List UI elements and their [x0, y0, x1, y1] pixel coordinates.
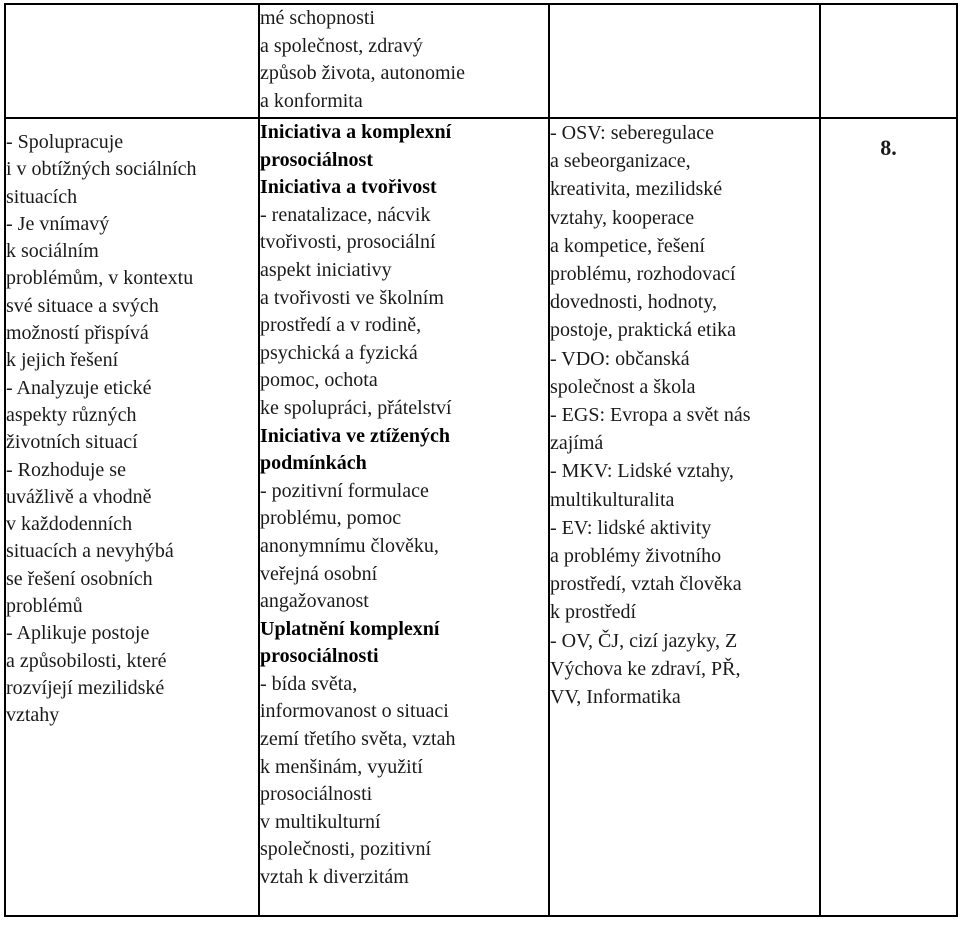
topic-heading: Iniciativa ve ztížených: [260, 424, 450, 447]
topic-line: způsob života, autonomie: [260, 62, 465, 85]
outcome-line: vztahy: [6, 704, 60, 727]
crosscurricular-line: prostředí, vztah člověka: [550, 573, 742, 596]
topic-line: angažovanost: [260, 590, 369, 613]
topic-line: - pozitivní formulace: [260, 479, 429, 502]
outcome-line: k sociálním: [6, 240, 99, 263]
topic-line: veřejná osobní: [260, 562, 378, 585]
topic-line: v multikulturní: [260, 810, 381, 833]
outcome-line: uvážlivě a vhodně: [6, 485, 152, 508]
cell-expected-outcomes: [5, 118, 259, 916]
outcome-line: se řešení osobních: [6, 567, 153, 590]
crosscurricular-line: - OV, ČJ, cizí jazyky, Z: [550, 629, 738, 652]
topic-line: ke spolupráci, přátelství: [260, 396, 452, 419]
topic-line: aspekt iniciativy: [260, 258, 392, 281]
curriculum-table: [4, 3, 958, 917]
crosscurricular-line: a kompetice, řešení: [550, 234, 705, 257]
crosscurricular-line: a sebeorganizace,: [550, 150, 691, 173]
outcome-line: a způsobilosti, které: [6, 649, 167, 672]
topic-line: zemí třetího světa, vztah: [260, 728, 456, 751]
topic-line: pomoc, ochota: [260, 369, 378, 392]
outcome-line: k jejich řešení: [6, 349, 119, 372]
outcome-line: situacích a nevyhýbá: [6, 540, 174, 563]
topic-heading: Iniciativa a komplexní: [260, 121, 452, 143]
outcome-line: rozvíjejí mezilidské: [6, 676, 165, 699]
cell-top-outcomes: [5, 4, 259, 118]
crosscurricular-line: k prostředí: [550, 601, 637, 624]
crosscurricular-line: problému, rozhodovací: [550, 263, 736, 286]
crosscurricular-line: - OSV: seberegulace: [550, 122, 715, 144]
crosscurricular-line: - VDO: občanská: [550, 347, 690, 370]
crosscurricular-line: VV, Informatika: [550, 686, 681, 709]
topic-line: - renatalizace, nácvik: [260, 203, 431, 226]
cell-topics: [259, 118, 549, 916]
table-row-main: [5, 118, 957, 916]
topic-line: prosociálnosti: [260, 783, 373, 806]
outcome-line: - Je vnímavý: [6, 212, 110, 235]
topic-line: vztah k diverzitám: [260, 866, 409, 889]
grade-number: 8.: [880, 135, 897, 160]
topic-line: tvořivosti, prosociální: [260, 231, 436, 254]
topic-line: - bída světa,: [260, 672, 358, 695]
outcome-line: své situace a svých: [6, 294, 159, 317]
topic-line: společnosti, pozitivní: [260, 838, 432, 861]
table-row-top: [5, 4, 957, 118]
topic-line: k menšinám, využití: [260, 755, 423, 778]
outcome-line: aspekty různých: [6, 403, 137, 426]
crosscurricular-line: - EV: lidské aktivity: [550, 516, 712, 539]
outcome-line: možností přispívá: [6, 322, 149, 345]
topic-heading: prosociálnosti: [260, 645, 379, 668]
topic-line: mé schopnosti: [260, 7, 375, 29]
topic-line: problému, pomoc: [260, 507, 402, 530]
crosscurricular-line: - MKV: Lidské vztahy,: [550, 460, 734, 483]
crosscurricular-line: Výchova ke zdraví, PŘ,: [550, 657, 741, 680]
topic-line: anonymnímu člověku,: [260, 534, 439, 557]
outcome-line: problémů: [6, 595, 83, 618]
outcome-line: i v obtížných sociálních: [6, 158, 197, 181]
outcome-line: situacích: [6, 185, 78, 208]
topic-line: informovanost o situaci: [260, 700, 449, 723]
crosscurricular-line: společnost a škola: [550, 375, 696, 398]
topic-heading: Iniciativa a tvořivost: [260, 176, 437, 199]
crosscurricular-line: postoje, praktická etika: [550, 319, 737, 342]
topic-line: a tvořivosti ve školním: [260, 286, 444, 309]
topic-line: prostředí a v rodině,: [260, 314, 422, 337]
crosscurricular-line: a problémy životního: [550, 545, 722, 568]
topic-line: a společnost, zdravý: [260, 34, 423, 57]
outcome-line: - Rozhoduje se: [6, 458, 126, 481]
crosscurricular-line: - EGS: Evropa a svět nás: [550, 404, 751, 427]
crosscurricular-line: zajímá: [550, 432, 604, 455]
topic-heading: podmínkách: [260, 452, 367, 475]
cell-grade: [820, 118, 957, 916]
crosscurricular-line: multikulturalita: [550, 488, 675, 511]
crosscurricular-line: dovednosti, hodnoty,: [550, 291, 718, 314]
cell-top-grade: [820, 4, 957, 118]
cell-top-topics: [259, 4, 549, 118]
cell-crosscurricular: [549, 118, 820, 916]
outcome-line: - Spolupracuje: [6, 131, 124, 153]
topic-line: a konformita: [260, 89, 363, 112]
outcome-line: - Aplikuje postoje: [6, 622, 150, 645]
crosscurricular-line: vztahy, kooperace: [550, 206, 695, 229]
topic-line: psychická a fyzická: [260, 341, 418, 364]
cell-top-crosscurricular: [549, 4, 820, 118]
crosscurricular-line: kreativita, mezilidské: [550, 178, 723, 201]
outcome-line: problémům, v kontextu: [6, 267, 194, 290]
topic-heading: prosociálnost: [260, 148, 373, 171]
topic-heading: Uplatnění komplexní: [260, 617, 440, 640]
outcome-line: životních situací: [6, 431, 138, 454]
outcome-line: - Analyzuje etické: [6, 376, 152, 399]
outcome-line: v každodenních: [6, 513, 133, 536]
